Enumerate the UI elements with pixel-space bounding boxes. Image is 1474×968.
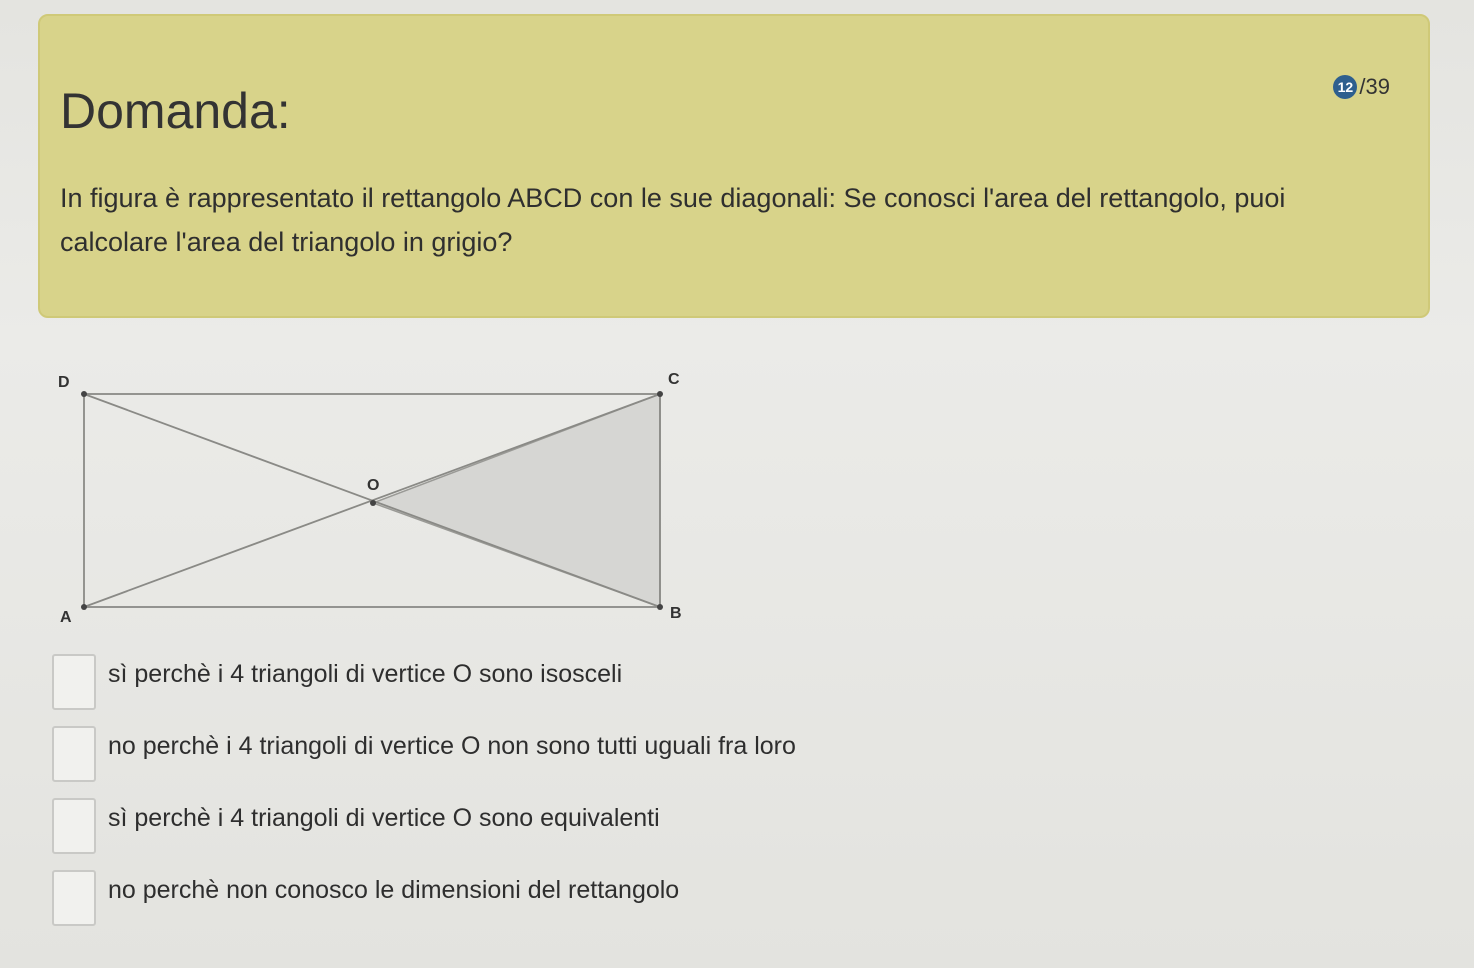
label-b: B bbox=[670, 605, 682, 622]
answer-label-4: no perchè non conosco le dimensioni del rettangolo bbox=[108, 876, 680, 904]
rectangle-figure bbox=[40, 360, 700, 630]
answer-option-4[interactable] bbox=[52, 868, 952, 940]
shaded-triangle bbox=[373, 394, 660, 607]
answer-checkbox-2[interactable] bbox=[52, 726, 96, 782]
label-a: A bbox=[60, 609, 72, 626]
answer-option-2[interactable] bbox=[52, 724, 952, 796]
answer-options bbox=[52, 652, 952, 940]
vertex-a-point bbox=[81, 604, 87, 610]
question-title: Domanda: bbox=[60, 83, 291, 139]
answer-label-3: sì perchè i 4 triangoli di vertice O sono equivalenti bbox=[108, 804, 660, 832]
question-total: /39 bbox=[1359, 74, 1390, 99]
answer-option-1[interactable] bbox=[52, 652, 952, 724]
label-o: O bbox=[367, 477, 380, 494]
vertex-o-point bbox=[370, 500, 376, 506]
answer-label-2: no perchè i 4 triangoli di vertice O non sono tutti uguali fra loro bbox=[108, 732, 796, 760]
answer-checkbox-1[interactable] bbox=[52, 654, 96, 710]
answer-checkbox-4[interactable] bbox=[52, 870, 96, 926]
question-counter bbox=[1333, 74, 1390, 100]
question-text: In figura è rappresentato il rettangolo ABCD con le sue diagonali: Se conosci l'area del rettangolo, puoi calcolare l'area del triangolo in grigio? bbox=[60, 183, 1286, 257]
label-c: C bbox=[668, 371, 680, 388]
answer-checkbox-3[interactable] bbox=[52, 798, 96, 854]
current-question-badge: 12 bbox=[1333, 75, 1357, 99]
vertex-c-point bbox=[657, 391, 663, 397]
answer-label-1: sì perchè i 4 triangoli di vertice O sono isosceli bbox=[108, 660, 623, 688]
answer-option-3[interactable] bbox=[52, 796, 952, 868]
vertex-b-point bbox=[657, 604, 663, 610]
vertex-d-point bbox=[81, 391, 87, 397]
label-d: D bbox=[58, 374, 70, 391]
question-panel bbox=[38, 14, 1430, 318]
